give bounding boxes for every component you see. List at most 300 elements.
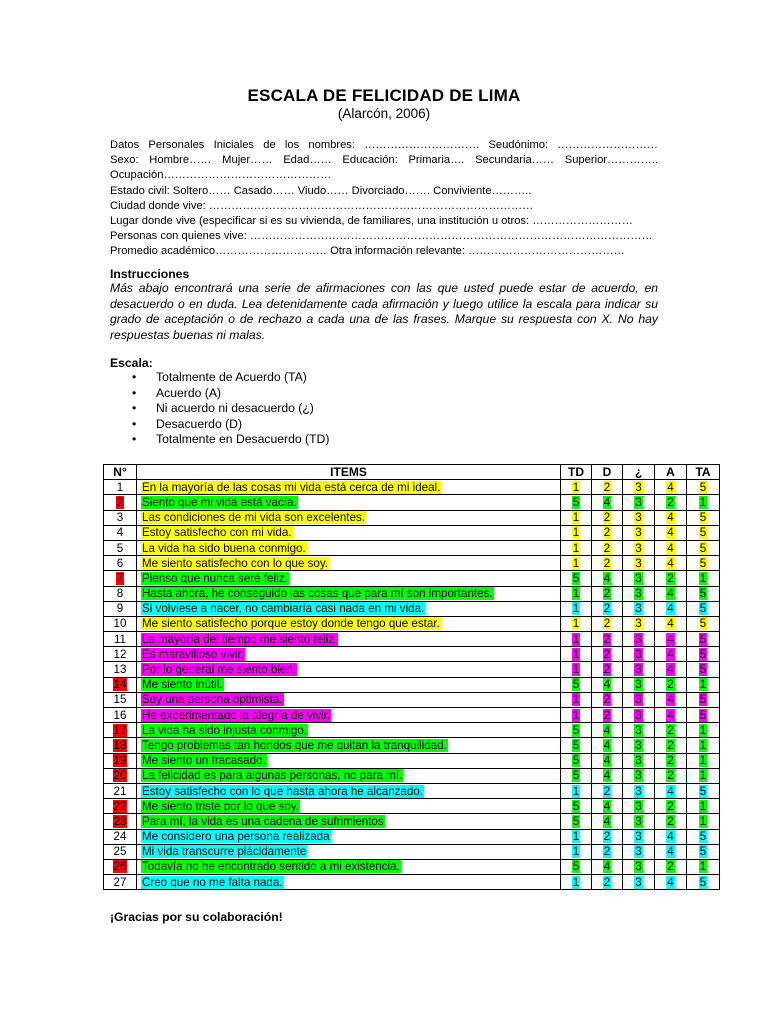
score-cell-d[interactable]: [592, 556, 623, 571]
score-value: 3: [635, 708, 642, 722]
item-number-cell: [104, 540, 137, 555]
item-text-cell: [137, 708, 561, 723]
item-number-cell: [104, 799, 137, 814]
document-subtitle: (Alarcón, 2006): [337, 106, 431, 121]
score-cell-td[interactable]: [561, 495, 592, 510]
item-number: 18: [113, 738, 127, 752]
score-value: 5: [699, 587, 707, 601]
item-text: Me siento inútil.: [142, 678, 223, 692]
score-value: 4: [667, 541, 674, 555]
score-value: 4: [667, 617, 674, 631]
item-number: 7: [116, 571, 124, 585]
score-cell-a[interactable]: [655, 738, 687, 753]
score-cell-a[interactable]: [655, 480, 687, 495]
score-cell-neutral[interactable]: [623, 480, 655, 495]
score-cell-neutral[interactable]: [623, 829, 655, 844]
score-cell-neutral[interactable]: [623, 616, 655, 631]
item-number: 17: [113, 723, 127, 737]
score-cell-td[interactable]: [561, 571, 592, 586]
datos-line: Estado civil: Soltero…… Casado…… Viudo…… Divorciado……. Conviviente………..: [110, 184, 532, 197]
score-cell-td[interactable]: [561, 859, 592, 874]
score-cell-d[interactable]: [592, 632, 623, 647]
table-row: [104, 708, 720, 723]
scale-item: [128, 401, 329, 417]
item-number: 27: [113, 875, 127, 889]
item-text-cell: [137, 723, 561, 738]
score-cell-neutral[interactable]: [623, 632, 655, 647]
score-cell-a[interactable]: [655, 510, 687, 525]
score-value: 1: [572, 526, 580, 540]
item-number: 5: [116, 541, 124, 555]
score-cell-neutral[interactable]: [623, 753, 655, 768]
score-cell-d[interactable]: [592, 510, 623, 525]
score-cell-a[interactable]: [655, 616, 687, 631]
score-value: 1: [699, 571, 707, 585]
score-cell-ta[interactable]: [687, 692, 720, 707]
item-number-cell: [104, 844, 137, 859]
score-cell-neutral[interactable]: [623, 677, 655, 692]
score-cell-ta[interactable]: [687, 632, 720, 647]
score-cell-d[interactable]: [592, 829, 623, 844]
item-number: 8: [116, 587, 124, 601]
score-cell-d[interactable]: [592, 783, 623, 798]
score-cell-d[interactable]: [592, 859, 623, 874]
item-number-cell: [104, 662, 137, 677]
bullet-icon: •: [132, 416, 137, 431]
thanks-message: ¡Gracias por su colaboración!: [110, 910, 283, 924]
score-value: 3: [635, 845, 642, 859]
score-cell-neutral[interactable]: [623, 601, 655, 616]
score-cell-td[interactable]: [561, 875, 592, 890]
item-number-cell: [104, 738, 137, 753]
item-text: Si volviese a nacer, no cambiaría casi nada en mi vida.: [142, 602, 425, 616]
score-cell-neutral[interactable]: [623, 662, 655, 677]
score-cell-d[interactable]: [592, 571, 623, 586]
score-cell-a[interactable]: [655, 525, 687, 540]
item-text-cell: [137, 692, 561, 707]
table-row: [104, 753, 720, 768]
item-text: La mayoría del tiempo me siento feliz.: [142, 632, 338, 646]
score-cell-d[interactable]: [592, 677, 623, 692]
score-cell-td[interactable]: [561, 783, 592, 798]
score-cell-ta[interactable]: [687, 738, 720, 753]
score-cell-td[interactable]: [561, 632, 592, 647]
table-row: [104, 495, 720, 510]
score-cell-ta[interactable]: [687, 571, 720, 586]
table-row: [104, 692, 720, 707]
scale-item-label: Desacuerdo (D): [156, 416, 243, 431]
score-cell-a[interactable]: [655, 632, 687, 647]
score-value: 3: [635, 602, 642, 616]
score-cell-a[interactable]: [655, 586, 687, 601]
score-value: 3: [635, 693, 642, 707]
score-value: 2: [603, 526, 611, 540]
score-cell-a[interactable]: [655, 662, 687, 677]
score-cell-a[interactable]: [655, 556, 687, 571]
score-value: 2: [603, 511, 611, 525]
score-value: 3: [635, 799, 642, 813]
score-value: 2: [603, 875, 611, 889]
score-cell-neutral[interactable]: [623, 783, 655, 798]
score-cell-a[interactable]: [655, 708, 687, 723]
table-row: [104, 571, 720, 586]
score-cell-d[interactable]: [592, 753, 623, 768]
score-cell-d[interactable]: [592, 647, 623, 662]
score-value: 2: [603, 617, 611, 631]
datos-line: Ocupación………………………………………: [110, 169, 332, 182]
score-cell-td[interactable]: [561, 738, 592, 753]
score-cell-td[interactable]: [561, 525, 592, 540]
item-text-cell: [137, 556, 561, 571]
score-value: 3: [635, 541, 642, 555]
header-ta: TA: [687, 465, 720, 480]
score-value: 2: [603, 647, 611, 661]
score-cell-td[interactable]: [561, 677, 592, 692]
score-cell-ta[interactable]: [687, 647, 720, 662]
item-text: Me siento satisfecho porque estoy donde tengo que estar.: [142, 617, 440, 631]
header-td: TD: [561, 465, 592, 480]
score-value: 4: [667, 693, 674, 707]
score-value: 5: [572, 571, 580, 585]
table-row: [104, 525, 720, 540]
item-number-cell: [104, 768, 137, 783]
score-value: 5: [699, 632, 707, 646]
score-value: 1: [572, 708, 580, 722]
score-value: 3: [635, 769, 642, 783]
table-row: [104, 647, 720, 662]
score-cell-neutral[interactable]: [623, 738, 655, 753]
score-value: 4: [667, 875, 674, 889]
score-cell-neutral[interactable]: [623, 859, 655, 874]
score-cell-td[interactable]: [561, 662, 592, 677]
score-cell-a[interactable]: [655, 601, 687, 616]
score-value: 3: [635, 830, 642, 844]
table-row: [104, 632, 720, 647]
score-cell-ta[interactable]: [687, 814, 720, 829]
score-cell-ta[interactable]: [687, 662, 720, 677]
item-number: 14: [113, 678, 127, 692]
score-cell-d[interactable]: [592, 844, 623, 859]
score-value: 1: [572, 830, 580, 844]
score-cell-d[interactable]: [592, 616, 623, 631]
item-number-cell: [104, 632, 137, 647]
score-cell-ta[interactable]: [687, 525, 720, 540]
score-cell-neutral[interactable]: [623, 495, 655, 510]
score-cell-neutral[interactable]: [623, 723, 655, 738]
scale-item: [128, 417, 329, 433]
score-cell-td[interactable]: [561, 586, 592, 601]
items-table-body: [104, 480, 720, 890]
score-cell-d[interactable]: [592, 708, 623, 723]
score-cell-a[interactable]: [655, 859, 687, 874]
score-cell-neutral[interactable]: [623, 586, 655, 601]
item-number: 10: [113, 617, 127, 631]
item-text-cell: [137, 632, 561, 647]
score-value: 2: [667, 799, 674, 813]
scale-item-label: Acuerdo (A): [156, 385, 222, 400]
item-text-cell: [137, 510, 561, 525]
score-cell-td[interactable]: [561, 540, 592, 555]
score-cell-a[interactable]: [655, 647, 687, 662]
score-value: 4: [667, 830, 674, 844]
score-cell-a[interactable]: [655, 540, 687, 555]
score-cell-td[interactable]: [561, 601, 592, 616]
item-text-cell: [137, 829, 561, 844]
table-row: [104, 556, 720, 571]
score-value: 1: [699, 754, 707, 768]
score-cell-d[interactable]: [592, 480, 623, 495]
scale-item: [128, 432, 329, 448]
item-number: 22: [113, 799, 127, 813]
score-cell-a[interactable]: [655, 677, 687, 692]
item-text: La felicidad es para algunas personas, no para mí.: [142, 769, 403, 783]
item-text: La vida ha sido buena conmigo.: [142, 541, 306, 555]
score-value: 1: [699, 860, 707, 874]
table-row: [104, 723, 720, 738]
document-title: ESCALA DE FELICIDAD DE LIMA: [247, 86, 521, 105]
scale-item-label: Ni acuerdo ni desacuerdo (¿): [156, 401, 314, 416]
score-cell-ta[interactable]: [687, 616, 720, 631]
table-row: [104, 480, 720, 495]
score-cell-neutral[interactable]: [623, 540, 655, 555]
score-value: 3: [635, 814, 642, 828]
datos-line: Personas con quienes vive: ………………………………………………………………………………………………: [110, 230, 653, 243]
score-cell-ta[interactable]: [687, 723, 720, 738]
score-cell-neutral[interactable]: [623, 510, 655, 525]
score-cell-neutral[interactable]: [623, 556, 655, 571]
score-cell-d[interactable]: [592, 586, 623, 601]
score-value: 5: [572, 799, 580, 813]
score-cell-ta[interactable]: [687, 495, 720, 510]
score-value: 1: [572, 693, 580, 707]
score-cell-ta[interactable]: [687, 708, 720, 723]
score-cell-td[interactable]: [561, 753, 592, 768]
score-cell-ta[interactable]: [687, 768, 720, 783]
item-number-cell: [104, 525, 137, 540]
table-row: [104, 586, 720, 601]
table-row: [104, 844, 720, 859]
score-cell-a[interactable]: [655, 495, 687, 510]
score-cell-a[interactable]: [655, 799, 687, 814]
item-text: Me considero una persona realizada: [142, 830, 330, 844]
item-text-cell: [137, 601, 561, 616]
score-cell-neutral[interactable]: [623, 814, 655, 829]
item-number: 19: [113, 754, 127, 768]
item-number-cell: [104, 616, 137, 631]
table-row: [104, 662, 720, 677]
score-cell-td[interactable]: [561, 829, 592, 844]
score-cell-neutral[interactable]: [623, 692, 655, 707]
score-value: 4: [667, 526, 674, 540]
score-cell-ta[interactable]: [687, 540, 720, 555]
scale-item-label: Totalmente de Acuerdo (TA): [156, 370, 307, 384]
table-row: [104, 677, 720, 692]
score-value: 4: [667, 784, 674, 798]
score-cell-d[interactable]: [592, 495, 623, 510]
score-cell-neutral[interactable]: [623, 647, 655, 662]
header-number: N°: [104, 465, 137, 480]
score-cell-d[interactable]: [592, 799, 623, 814]
score-cell-d[interactable]: [592, 723, 623, 738]
score-value: 1: [699, 495, 707, 509]
score-value: 5: [699, 617, 707, 631]
score-value: 1: [572, 480, 580, 494]
score-cell-d[interactable]: [592, 875, 623, 890]
item-text: Me siento un fracasado.: [142, 754, 266, 768]
score-value: 5: [572, 678, 580, 692]
score-cell-td[interactable]: [561, 708, 592, 723]
score-cell-d[interactable]: [592, 540, 623, 555]
header-items: ITEMS: [137, 465, 561, 480]
score-cell-a[interactable]: [655, 829, 687, 844]
table-row: [104, 738, 720, 753]
score-value: 1: [572, 556, 580, 570]
score-value: 3: [635, 617, 642, 631]
score-cell-td[interactable]: [561, 723, 592, 738]
score-value: 4: [603, 738, 611, 752]
item-number-cell: [104, 480, 137, 495]
item-text-cell: [137, 495, 561, 510]
score-cell-a[interactable]: [655, 723, 687, 738]
score-value: 2: [667, 769, 674, 783]
item-text-cell: [137, 616, 561, 631]
score-cell-ta[interactable]: [687, 783, 720, 798]
item-text: He experimentado la alegría de vivir.: [142, 708, 331, 722]
item-text-cell: [137, 783, 561, 798]
score-cell-ta[interactable]: [687, 799, 720, 814]
item-text: Para mí, la vida es una cadena de sufrimientos: [142, 814, 384, 828]
table-header-row: [104, 465, 720, 480]
score-cell-ta[interactable]: [687, 586, 720, 601]
score-cell-neutral[interactable]: [623, 875, 655, 890]
score-cell-td[interactable]: [561, 510, 592, 525]
score-value: 2: [603, 845, 611, 859]
item-number: 1: [116, 480, 124, 494]
score-value: 1: [699, 814, 707, 828]
score-cell-td[interactable]: [561, 799, 592, 814]
score-cell-a[interactable]: [655, 875, 687, 890]
score-value: 1: [572, 632, 580, 646]
score-value: 5: [699, 526, 707, 540]
items-table: [103, 464, 720, 890]
datos-line: Ciudad donde vive: ……………………………………………………………………………: [110, 199, 534, 212]
score-cell-ta[interactable]: [687, 859, 720, 874]
item-number: 16: [113, 708, 127, 722]
score-value: 4: [667, 511, 674, 525]
score-cell-td[interactable]: [561, 480, 592, 495]
item-text-cell: [137, 571, 561, 586]
score-cell-ta[interactable]: [687, 844, 720, 859]
score-cell-d[interactable]: [592, 738, 623, 753]
score-cell-ta[interactable]: [687, 875, 720, 890]
score-cell-a[interactable]: [655, 844, 687, 859]
score-cell-neutral[interactable]: [623, 768, 655, 783]
score-cell-td[interactable]: [561, 844, 592, 859]
score-cell-ta[interactable]: [687, 677, 720, 692]
score-value: 3: [635, 754, 642, 768]
score-cell-td[interactable]: [561, 616, 592, 631]
item-number: 24: [113, 830, 127, 844]
score-value: 5: [699, 784, 707, 798]
score-cell-ta[interactable]: [687, 601, 720, 616]
item-text: Creo que no me falta nada.: [142, 875, 283, 889]
score-cell-td[interactable]: [561, 556, 592, 571]
score-cell-d[interactable]: [592, 601, 623, 616]
item-text-cell: [137, 799, 561, 814]
score-value: 5: [572, 723, 580, 737]
item-text: Hasta ahora, he conseguido las cosas que para mí son importantes.: [142, 587, 493, 601]
score-value: 5: [699, 511, 707, 525]
score-cell-neutral[interactable]: [623, 844, 655, 859]
score-value: 2: [667, 571, 674, 585]
item-text: En la mayoría de las cosas mi vida está cerca de mi ideal.: [142, 480, 441, 494]
score-cell-a[interactable]: [655, 753, 687, 768]
score-cell-d[interactable]: [592, 814, 623, 829]
item-text: La vida ha sido injusta conmigo.: [142, 723, 307, 737]
score-value: 3: [635, 587, 642, 601]
item-text: Por lo general me siento bien.: [142, 663, 297, 677]
score-cell-ta[interactable]: [687, 829, 720, 844]
score-cell-a[interactable]: [655, 783, 687, 798]
item-text-cell: [137, 875, 561, 890]
score-value: 3: [635, 678, 642, 692]
table-row: [104, 859, 720, 874]
score-cell-neutral[interactable]: [623, 708, 655, 723]
score-value: 4: [667, 845, 674, 859]
score-value: 4: [603, 860, 611, 874]
table-row: [104, 783, 720, 798]
score-value: 2: [667, 860, 674, 874]
score-value: 4: [667, 480, 674, 494]
table-row: [104, 799, 720, 814]
score-cell-neutral[interactable]: [623, 571, 655, 586]
score-value: 2: [603, 541, 611, 555]
score-cell-ta[interactable]: [687, 480, 720, 495]
score-cell-a[interactable]: [655, 814, 687, 829]
score-cell-td[interactable]: [561, 768, 592, 783]
score-value: 4: [603, 723, 611, 737]
score-cell-neutral[interactable]: [623, 525, 655, 540]
score-cell-d[interactable]: [592, 768, 623, 783]
score-cell-ta[interactable]: [687, 510, 720, 525]
item-number: 20: [113, 769, 127, 783]
score-cell-td[interactable]: [561, 647, 592, 662]
scale-item: [128, 386, 329, 402]
score-cell-ta[interactable]: [687, 753, 720, 768]
score-cell-a[interactable]: [655, 571, 687, 586]
score-cell-d[interactable]: [592, 662, 623, 677]
score-cell-neutral[interactable]: [623, 799, 655, 814]
item-text: Estoy satisfecho con lo que hasta ahora he alcanzado.: [142, 784, 424, 798]
score-cell-ta[interactable]: [687, 556, 720, 571]
score-cell-td[interactable]: [561, 814, 592, 829]
score-cell-d[interactable]: [592, 692, 623, 707]
item-number: 9: [116, 602, 124, 616]
item-number-cell: [104, 647, 137, 662]
score-cell-a[interactable]: [655, 692, 687, 707]
item-text-cell: [137, 525, 561, 540]
score-value: 5: [699, 541, 707, 555]
score-value: 1: [572, 511, 580, 525]
score-value: 1: [572, 663, 580, 677]
score-cell-d[interactable]: [592, 525, 623, 540]
item-text: Soy una persona optimista.: [142, 693, 283, 707]
header-neutral: ¿: [623, 465, 655, 480]
score-cell-a[interactable]: [655, 768, 687, 783]
score-cell-td[interactable]: [561, 692, 592, 707]
table-row: [104, 768, 720, 783]
datos-line: Datos Personales Iniciales de los nombres: …………………………. Seudónimo: ………………………: [110, 139, 658, 151]
